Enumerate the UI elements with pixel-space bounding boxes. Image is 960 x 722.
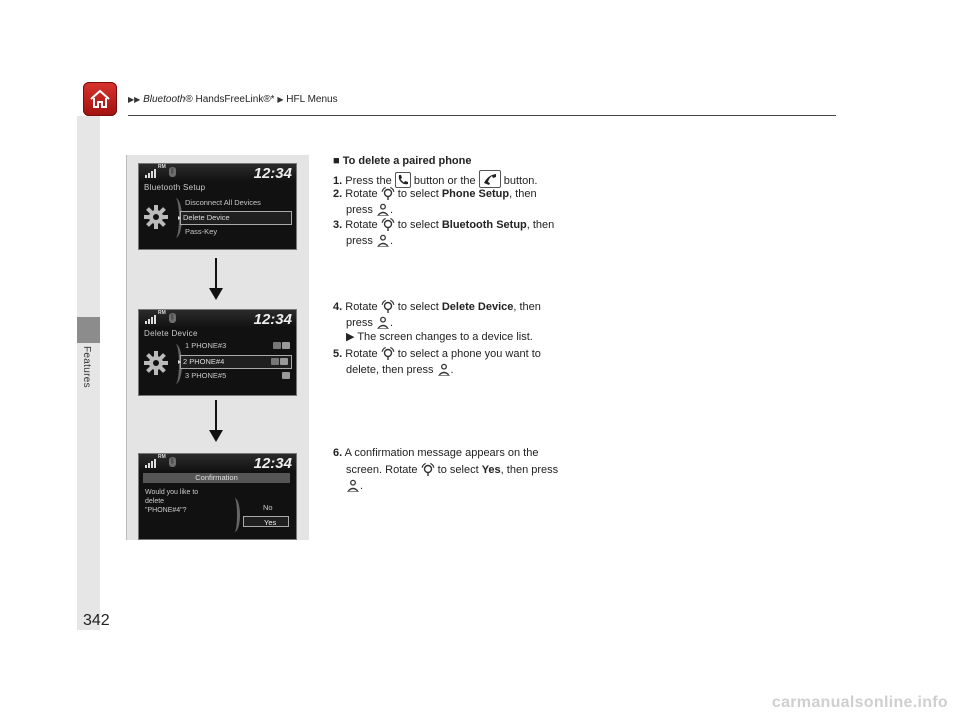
step-2-cont: press . [346, 204, 394, 216]
confirmation-title: Confirmation [143, 473, 290, 483]
heading-text: To delete a paired phone [342, 155, 472, 167]
screen-title: Bluetooth Setup [144, 183, 206, 192]
step-number: 1. [333, 175, 343, 187]
menu-option-name: Delete Device [441, 301, 514, 313]
step-text: to select [437, 464, 479, 476]
step-text: Rotate [345, 219, 378, 231]
section-tab[interactable] [77, 317, 100, 343]
step-text: , then [513, 301, 541, 313]
interface-dial-press-icon [346, 478, 360, 492]
interface-dial-rotate-icon [381, 346, 395, 360]
step-3 [333, 217, 554, 233]
step-text: to select a phone you want to [397, 348, 541, 360]
screen-delete-device [138, 309, 297, 396]
audio-icon [282, 342, 290, 349]
step-text: press [346, 204, 373, 216]
roaming-badge: RM [158, 454, 166, 460]
device-label: 3 PHONE#5 [185, 371, 227, 380]
breadcrumb-arrow-icon: ▶▶ [128, 95, 141, 104]
interface-dial-press-icon [437, 362, 451, 376]
step-result-text: The screen changes to a device list. [357, 331, 533, 343]
step-text: , then press [500, 464, 559, 476]
step-text: Rotate [345, 348, 378, 360]
clock: 12:34 [253, 311, 292, 328]
device-item[interactable] [183, 370, 293, 382]
confirmation-message [145, 488, 233, 515]
step-6-cont2: . [333, 478, 363, 494]
step-text: delete, then press [346, 364, 434, 376]
device-item-selected[interactable] [180, 355, 292, 369]
audio-icon [280, 358, 288, 365]
step-number: 6. [333, 447, 343, 459]
interface-dial-rotate-icon [421, 462, 435, 476]
step-text: , then [509, 188, 537, 200]
step-text: to select [397, 301, 439, 313]
device-label: 1 PHONE#3 [185, 341, 227, 350]
menu-option-name: Yes [481, 464, 501, 476]
roaming-badge: RM [158, 164, 166, 170]
square-bullet-icon: ■ [333, 155, 340, 167]
header-rule [128, 115, 836, 116]
step-text: screen. Rotate [346, 464, 418, 476]
step-text: to select [397, 219, 439, 231]
screen-confirmation [138, 453, 297, 540]
menu-item-disconnect-all[interactable]: Disconnect All Devices [185, 198, 261, 207]
audio-icon [282, 372, 290, 379]
step-text: press [346, 235, 373, 247]
interface-dial-press-icon [376, 233, 390, 247]
option-yes[interactable]: Yes [243, 516, 289, 527]
status-bar [139, 164, 296, 181]
device-item[interactable] [183, 340, 293, 352]
status-bar [139, 454, 296, 471]
menu-arc [229, 498, 240, 532]
step-4 [333, 299, 541, 315]
interface-dial-rotate-icon [381, 217, 395, 231]
breadcrumb [128, 94, 338, 105]
step-6-cont [333, 462, 558, 478]
screen-title: Delete Device [144, 329, 198, 338]
message-line: delete [145, 498, 165, 505]
gear-icon [143, 204, 169, 230]
step-4-result [333, 330, 533, 345]
breadcrumb-bluetooth[interactable]: Bluetooth [143, 94, 186, 105]
message-line: "PHONE#4"? [145, 507, 187, 514]
step-text: Press the [345, 175, 392, 187]
bluetooth-icon: ᛒ [170, 168, 175, 175]
bluetooth-icon: ᛒ [170, 458, 175, 465]
device-label: 2 PHONE#4 [183, 357, 225, 366]
phone-icon [271, 358, 279, 365]
step-number: 3. [333, 219, 343, 231]
step-5 [333, 346, 541, 362]
step-text: press [346, 317, 373, 329]
message-line: Would you like to [145, 489, 199, 496]
menu-option-name: Bluetooth Setup [441, 219, 527, 231]
home-button[interactable] [83, 82, 117, 116]
section-heading [333, 154, 471, 169]
step-number: 5. [333, 348, 343, 360]
step-number: 2. [333, 188, 343, 200]
menu-item-delete-device[interactable]: Delete Device [180, 211, 292, 225]
step-text: Rotate [345, 188, 378, 200]
step-text: button or the [413, 175, 476, 187]
phone-icon [273, 342, 281, 349]
clock: 12:34 [253, 455, 292, 472]
breadcrumb-handsfree[interactable]: ® HandsFreeLink®* [185, 94, 275, 105]
menu-option-name: Phone Setup [441, 188, 510, 200]
section-label: Features [81, 346, 92, 388]
breadcrumb-arrow-icon: ▶ [277, 95, 284, 104]
roaming-badge: RM [158, 310, 166, 316]
down-arrow-icon [215, 258, 217, 298]
result-arrow-icon: ▶ [346, 331, 355, 343]
step-4-cont: press . [346, 317, 394, 329]
page-number: 342 [83, 612, 110, 629]
option-no[interactable]: No [263, 503, 273, 512]
home-icon [88, 87, 112, 111]
step-2 [333, 186, 537, 202]
step-5-cont: delete, then press . [346, 364, 454, 376]
step-text: Rotate [345, 301, 378, 313]
status-bar [139, 310, 296, 327]
step-number: 4. [333, 301, 343, 313]
interface-dial-rotate-icon [381, 186, 395, 200]
interface-dial-press-icon [376, 202, 390, 216]
step-text: A confirmation message appears on the [344, 447, 539, 459]
step-text: , then [526, 219, 555, 231]
breadcrumb-hfl-menus[interactable]: HFL Menus [286, 94, 338, 105]
clock: 12:34 [253, 165, 292, 182]
step-3-cont: press . [346, 235, 394, 247]
watermark: carmanualsonline.info [771, 694, 948, 711]
step-text: to select [397, 188, 439, 200]
screen-bluetooth-setup [138, 163, 297, 250]
gear-icon [143, 350, 169, 376]
down-arrow-icon [215, 400, 217, 440]
step-text: button. [503, 175, 538, 187]
menu-item-pass-key[interactable]: Pass-Key [185, 227, 218, 236]
bluetooth-icon: ᛒ [170, 314, 175, 321]
step-6 [333, 446, 538, 461]
interface-dial-rotate-icon [381, 299, 395, 313]
interface-dial-press-icon [376, 315, 390, 329]
